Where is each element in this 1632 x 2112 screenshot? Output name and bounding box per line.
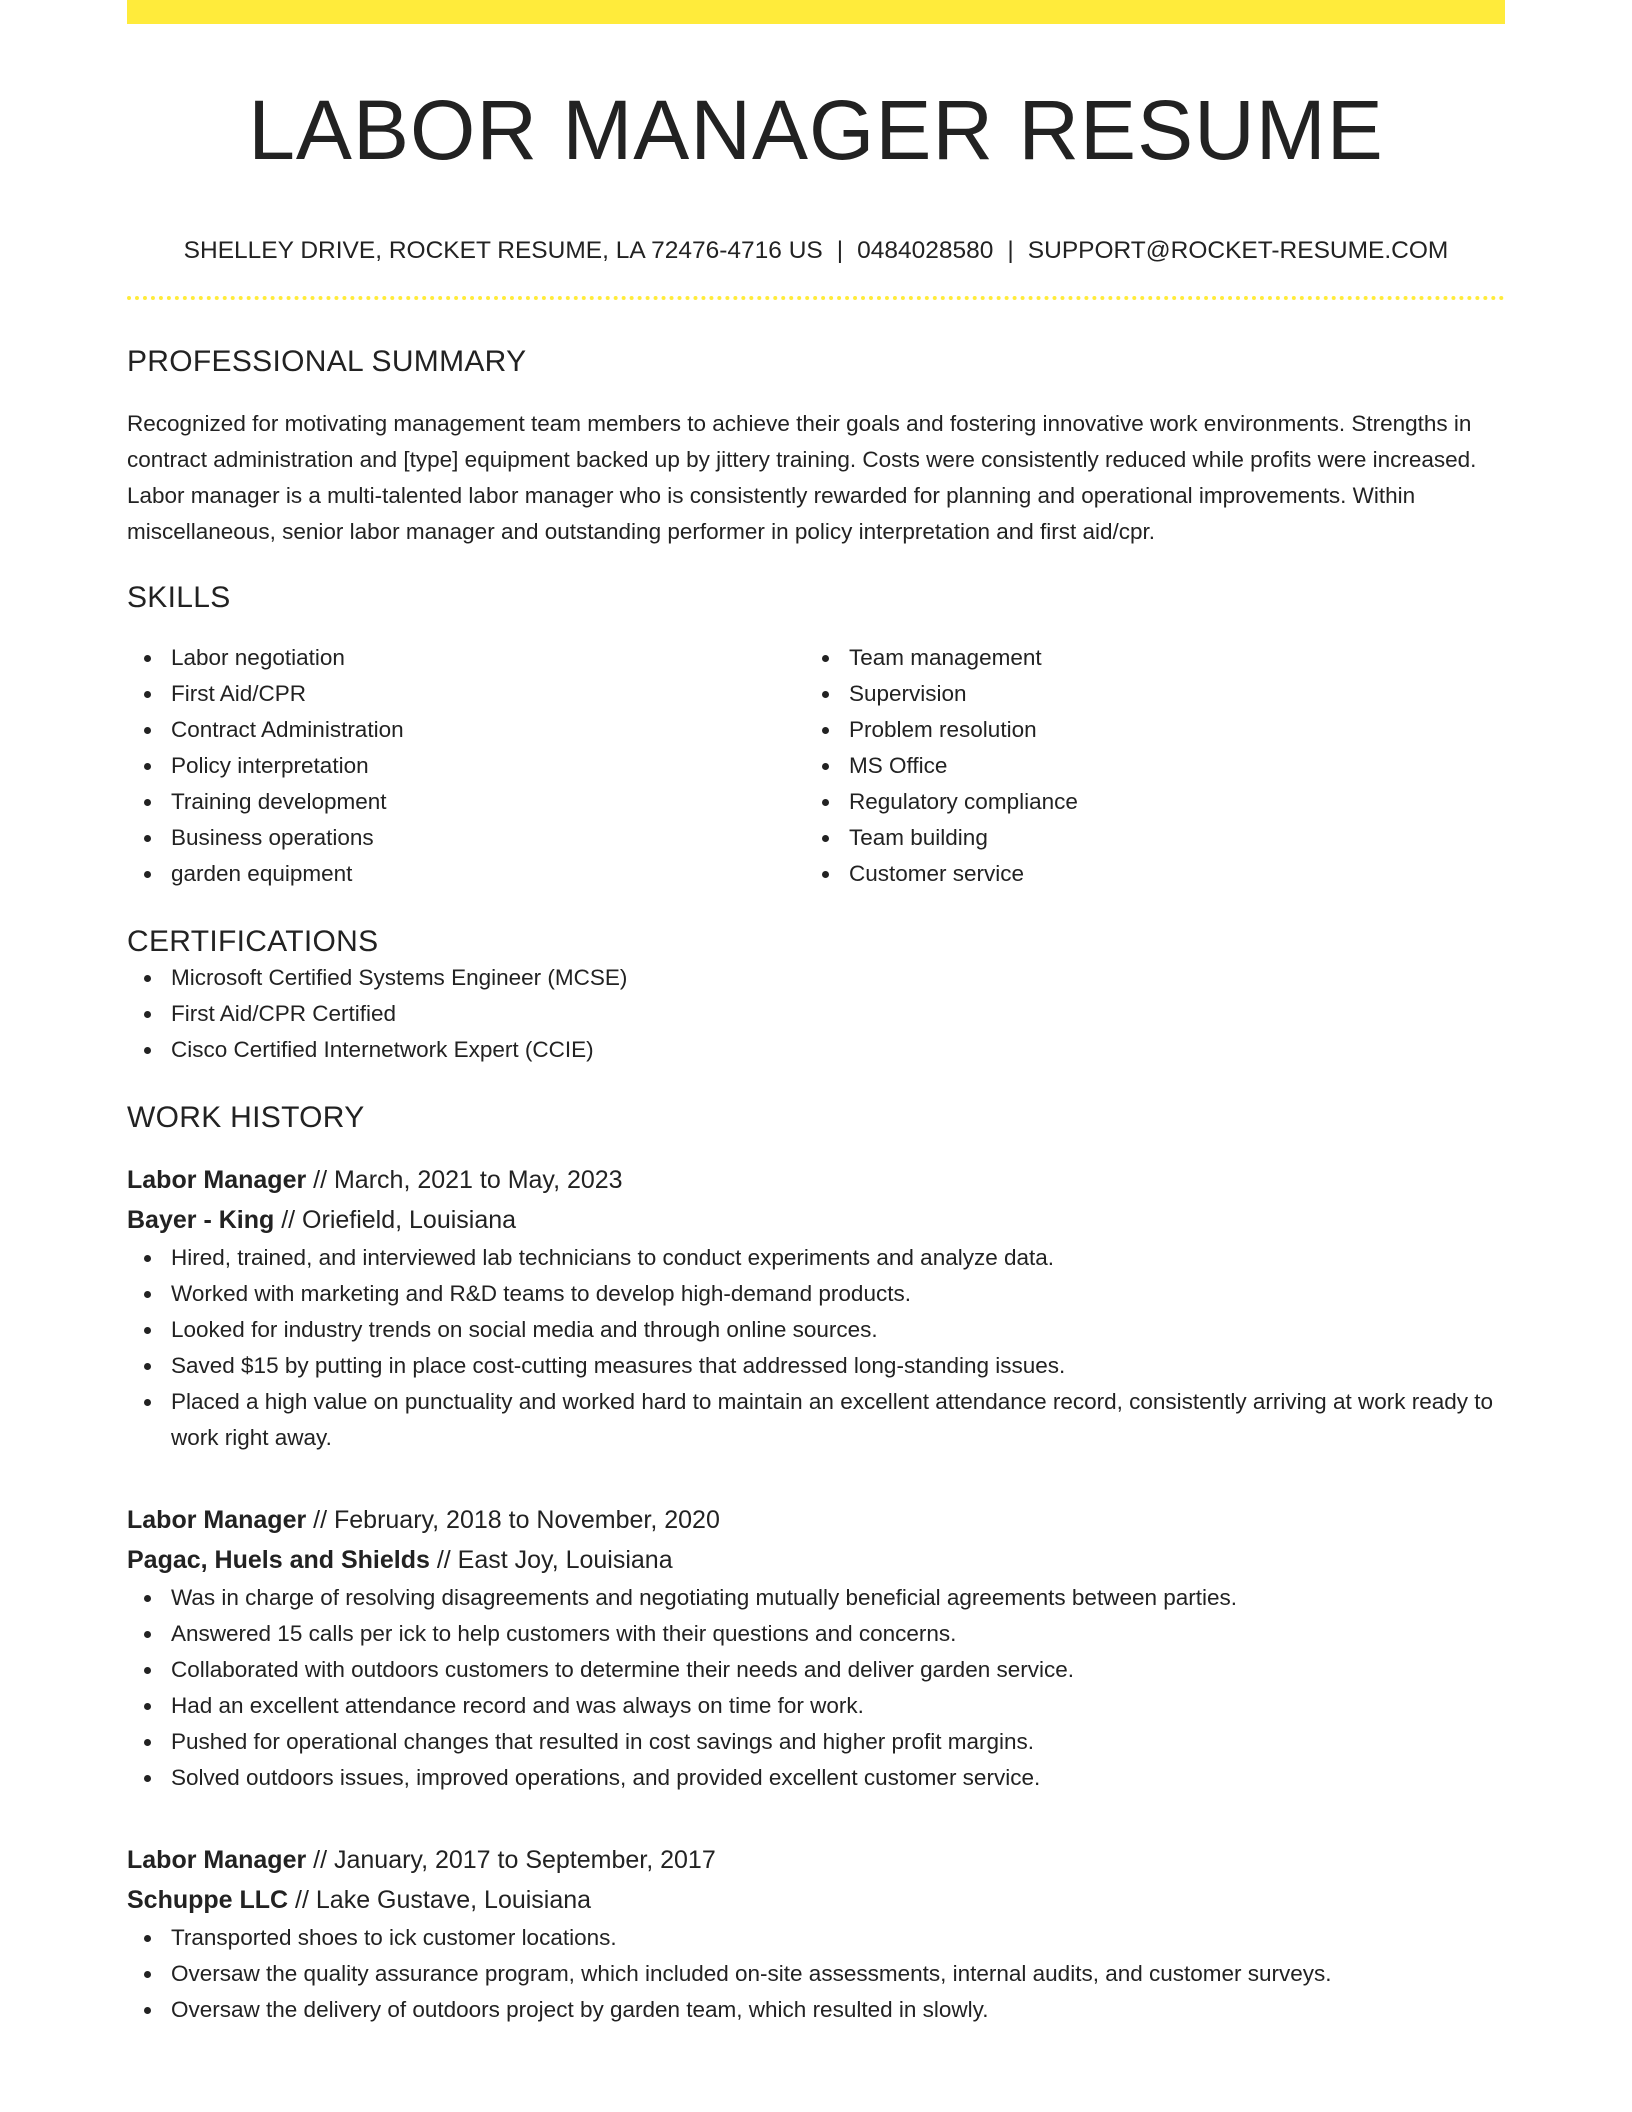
job-bullets bbox=[127, 1240, 1505, 1456]
certification-item: Microsoft Certified Systems Engineer (MCSE) bbox=[127, 960, 1505, 996]
job-location: // Lake Gustave, Louisiana bbox=[288, 1886, 592, 1914]
job-company-line bbox=[127, 1200, 1505, 1240]
job-bullets bbox=[127, 1920, 1505, 2028]
job-location: // East Joy, Louisiana bbox=[429, 1546, 673, 1574]
job-bullet: Oversaw the delivery of outdoors project by garden team, which resulted in slowly. bbox=[127, 1992, 1505, 2028]
contact-separator: | bbox=[1007, 237, 1014, 264]
skill-item: Regulatory compliance bbox=[805, 784, 1483, 820]
job-bullet: Placed a high value on punctuality and worked hard to maintain an excellent attendance record, consistently arriving at work ready to work right away. bbox=[127, 1384, 1505, 1456]
job-bullet: Transported shoes to ick customer locations. bbox=[127, 1920, 1505, 1956]
summary-heading: PROFESSIONAL SUMMARY bbox=[127, 345, 527, 378]
skill-item: MS Office bbox=[805, 748, 1483, 784]
contact-address: SHELLEY DRIVE, ROCKET RESUME, LA 72476-4716 US bbox=[183, 237, 823, 264]
job-company: Pagac, Huels and Shields bbox=[127, 1546, 430, 1574]
job-bullet: Pushed for operational changes that resulted in cost savings and higher profit margins. bbox=[127, 1724, 1505, 1760]
skills-list-left bbox=[127, 640, 805, 892]
job-bullet: Had an excellent attendance record and was always on time for work. bbox=[127, 1688, 1505, 1724]
skill-item: Team management bbox=[805, 640, 1483, 676]
skills-list-right bbox=[805, 640, 1483, 892]
job-bullet: Looked for industry trends on social media and through online sources. bbox=[127, 1312, 1505, 1348]
contact-line bbox=[127, 236, 1505, 266]
job-entry bbox=[127, 1840, 1505, 2028]
job-company-line bbox=[127, 1540, 1505, 1580]
skills-column-right bbox=[805, 640, 1483, 892]
skills-heading: SKILLS bbox=[127, 581, 231, 614]
job-dates: // March, 2021 to May, 2023 bbox=[306, 1166, 623, 1194]
skill-item: Supervision bbox=[805, 676, 1483, 712]
job-bullets bbox=[127, 1580, 1505, 1796]
skill-item: Customer service bbox=[805, 856, 1483, 892]
dotted-divider bbox=[127, 296, 1505, 300]
work-history-heading: WORK HISTORY bbox=[127, 1101, 365, 1134]
job-title: Labor Manager bbox=[127, 1166, 307, 1194]
job-bullet: Worked with marketing and R&D teams to develop high-demand products. bbox=[127, 1276, 1505, 1312]
skill-item: garden equipment bbox=[127, 856, 805, 892]
skill-item: Team building bbox=[805, 820, 1483, 856]
job-location: // Oriefield, Louisiana bbox=[274, 1206, 517, 1234]
contact-phone: 0484028580 bbox=[857, 237, 994, 264]
skill-item: Training development bbox=[127, 784, 805, 820]
contact-separator: | bbox=[836, 237, 844, 264]
job-title-line bbox=[127, 1500, 1505, 1540]
resume-title: LABOR MANAGER RESUME bbox=[248, 83, 1384, 177]
job-dates: // January, 2017 to September, 2017 bbox=[306, 1846, 716, 1874]
job-bullet: Oversaw the quality assurance program, which included on-site assessments, internal audits, and customer surveys. bbox=[127, 1956, 1505, 1992]
job-title-line bbox=[127, 1840, 1505, 1880]
job-bullet: Saved $15 by putting in place cost-cutting measures that addressed long-standing issues. bbox=[127, 1348, 1505, 1384]
skill-item: First Aid/CPR bbox=[127, 676, 805, 712]
job-bullet: Solved outdoors issues, improved operations, and provided excellent customer service. bbox=[127, 1760, 1505, 1796]
skills-column-left bbox=[127, 640, 805, 892]
job-dates: // February, 2018 to November, 2020 bbox=[306, 1506, 720, 1534]
job-company: Schuppe LLC bbox=[127, 1886, 289, 1914]
accent-top-bar bbox=[127, 0, 1505, 24]
certification-item: Cisco Certified Internetwork Expert (CCIE) bbox=[127, 1032, 1505, 1068]
certification-item: First Aid/CPR Certified bbox=[127, 996, 1505, 1032]
skills-columns bbox=[127, 640, 1505, 892]
job-entry bbox=[127, 1160, 1505, 1456]
skill-item: Contract Administration bbox=[127, 712, 805, 748]
job-entry bbox=[127, 1500, 1505, 1796]
certifications-list bbox=[127, 960, 1505, 1068]
job-title: Labor Manager bbox=[127, 1506, 307, 1534]
job-title-line bbox=[127, 1160, 1505, 1200]
skill-item: Policy interpretation bbox=[127, 748, 805, 784]
certifications-heading: CERTIFICATIONS bbox=[127, 925, 379, 958]
job-title: Labor Manager bbox=[127, 1846, 307, 1874]
skill-item: Business operations bbox=[127, 820, 805, 856]
job-bullet: Hired, trained, and interviewed lab technicians to conduct experiments and analyze data. bbox=[127, 1240, 1505, 1276]
job-company-line bbox=[127, 1880, 1505, 1920]
job-bullet: Answered 15 calls per ick to help customers with their questions and concerns. bbox=[127, 1616, 1505, 1652]
contact-email: SUPPORT@ROCKET-RESUME.COM bbox=[1027, 237, 1449, 264]
job-bullet: Was in charge of resolving disagreements and negotiating mutually beneficial agreements between parties. bbox=[127, 1580, 1505, 1616]
summary-text: Recognized for motivating management team members to achieve their goals and fostering innovative work environments. Strengths in contract administration and [type] equipment backed up by jittery training. Costs were consistently reduced while profits were increased. Labor manager is a multi-talented labor manager who is consistently rewarded for planning and operational improvements. Within miscellaneous, senior labor manager and outstanding performer in policy interpretation and first aid/cpr. bbox=[127, 411, 1477, 544]
skill-item: Problem resolution bbox=[805, 712, 1483, 748]
job-company: Bayer - King bbox=[127, 1206, 275, 1234]
skill-item: Labor negotiation bbox=[127, 640, 805, 676]
resume-page bbox=[127, 0, 1505, 2028]
job-bullet: Collaborated with outdoors customers to determine their needs and deliver garden service. bbox=[127, 1652, 1505, 1688]
